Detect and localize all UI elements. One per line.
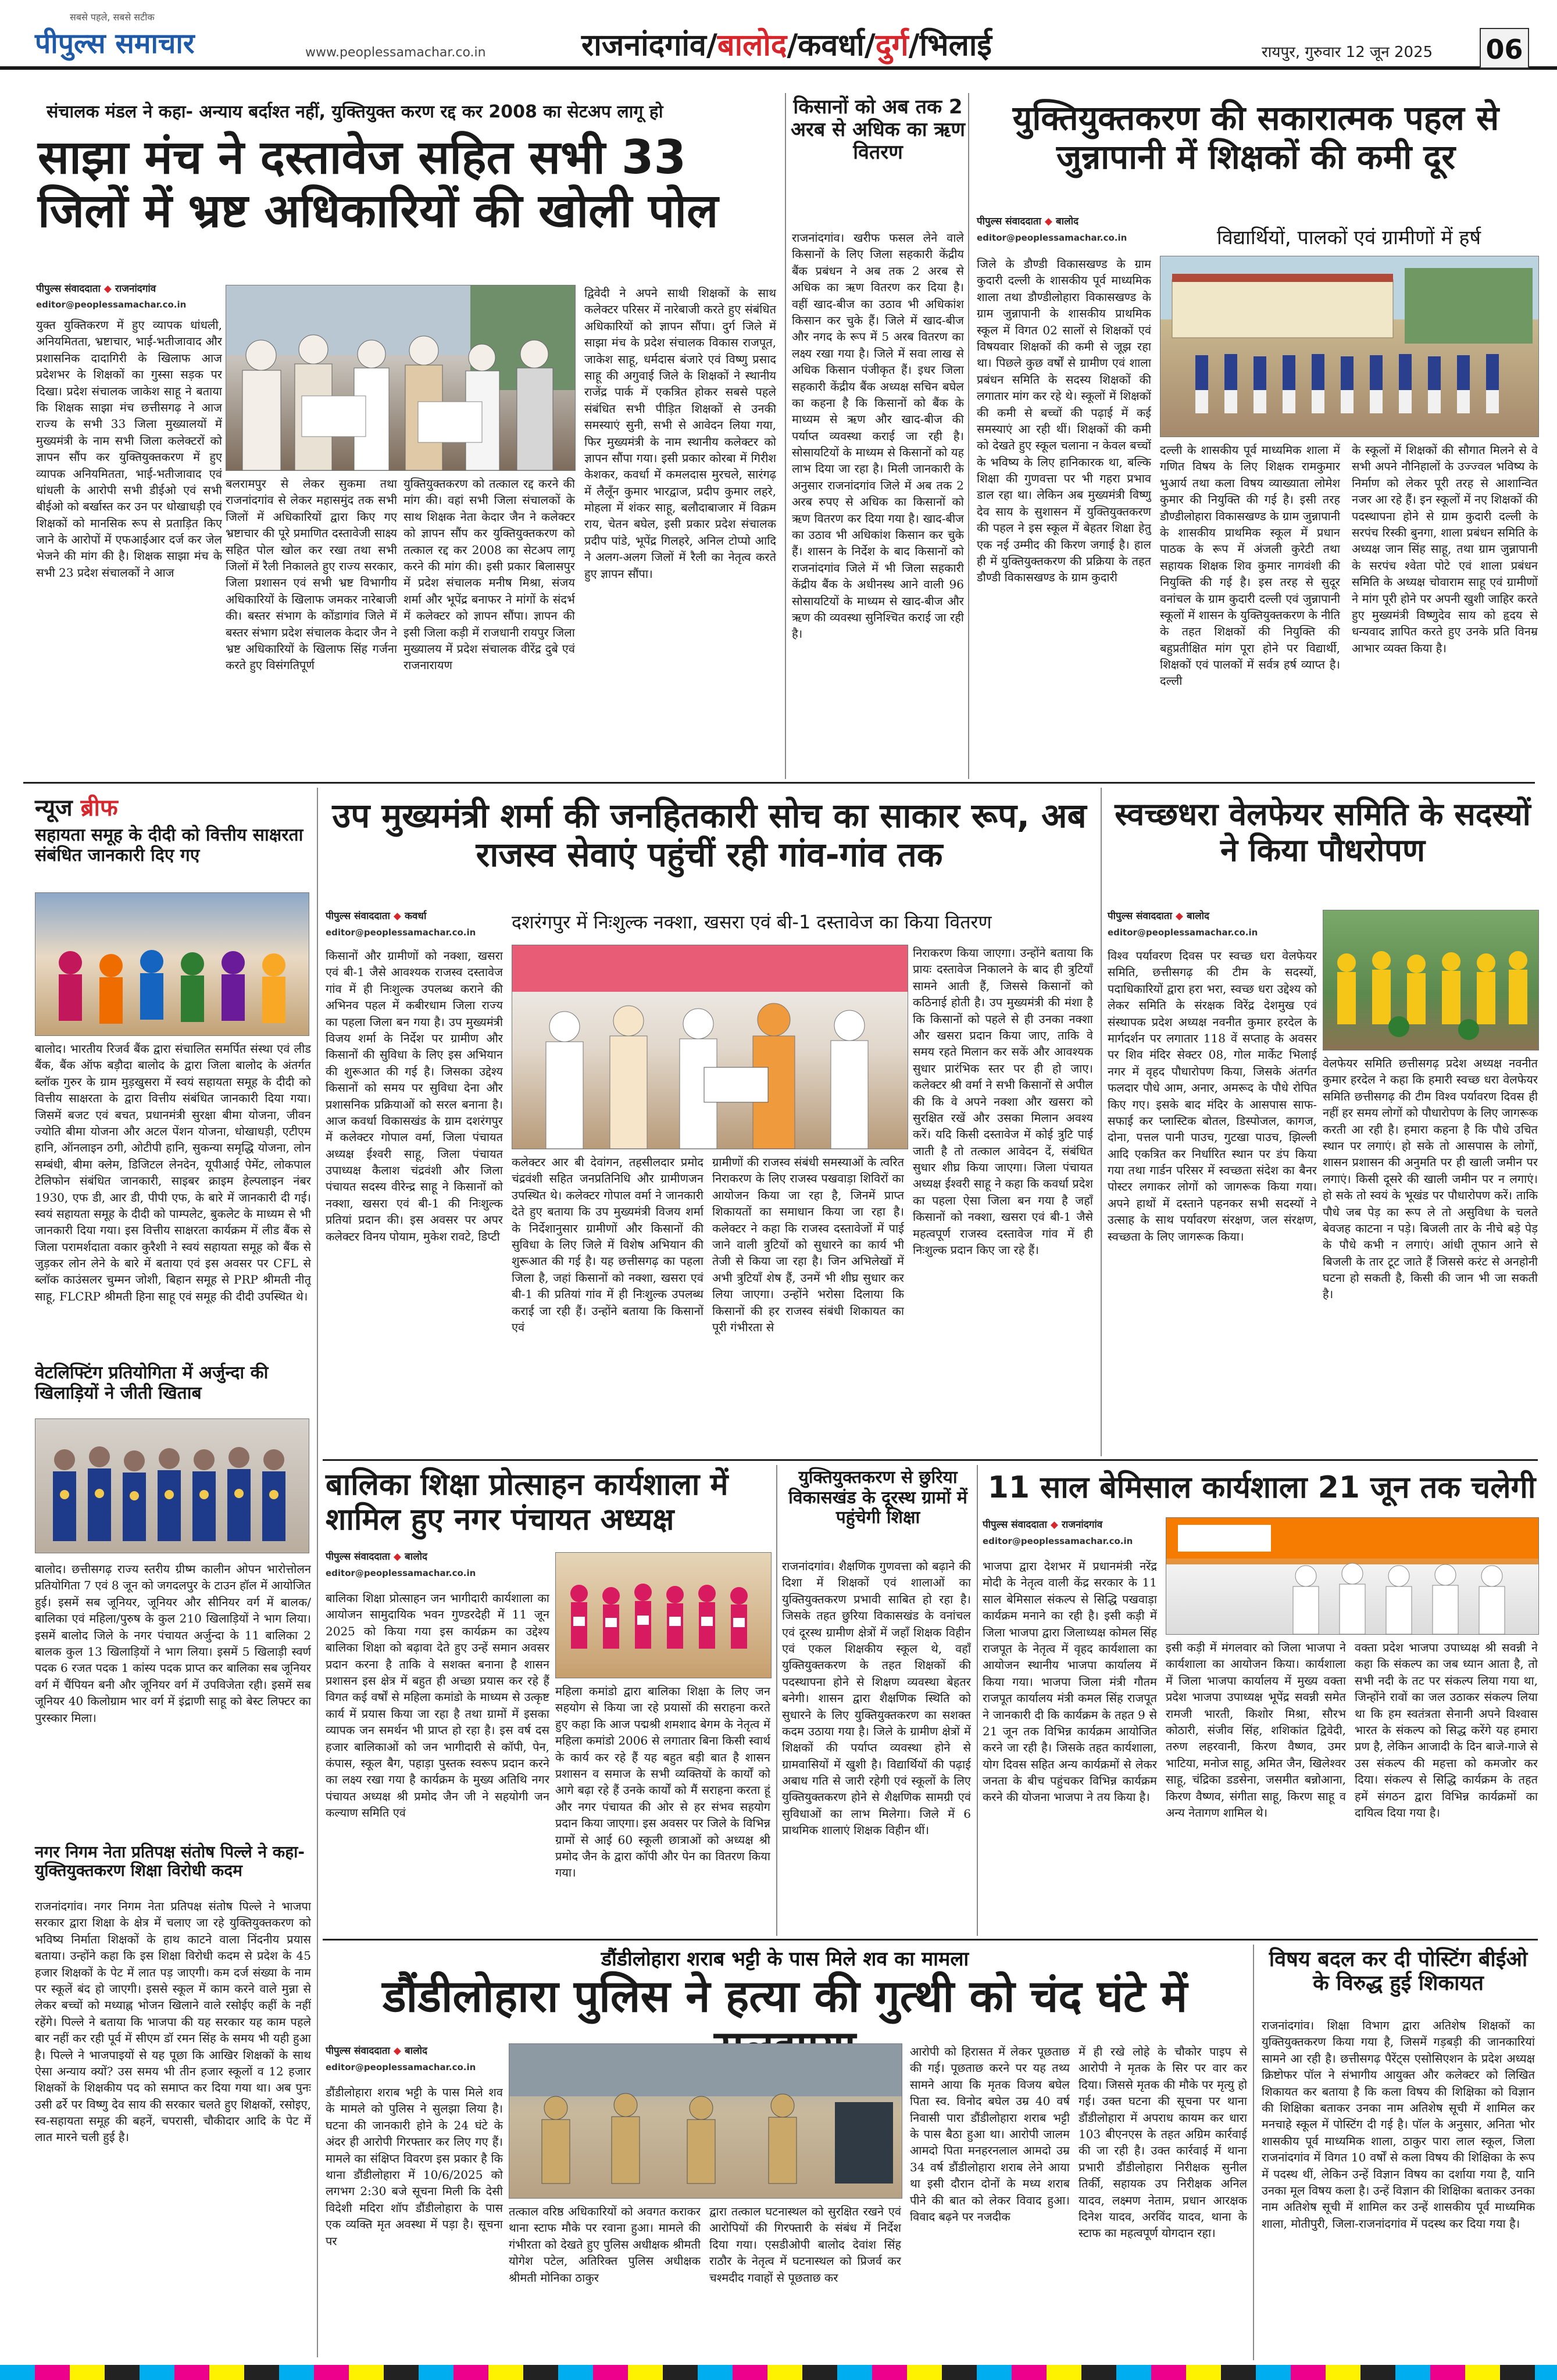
section-part: /कवर्धा/ [787, 28, 876, 63]
tagline: सबसे पहले, सबसे सटीक [70, 12, 155, 23]
story1-column-1: युक्त युक्तिकरण में हुए व्यापक धांधली, अनियमितता, भ्रष्टाचार, भाई-भतीजावाद और प्रशासनिक दादागिरी के खिलाफ आज प्रदेशभर के शिक्षकों का गुस्सा सड़क पर दिखा। प्रदेश संचालक जाकेश साहू ने बताया कि शिक्षक साझा मंच छत्तीसगढ़ ने आज राज्य के सभी 33 जिला मुख्यालयों में मुख्यमंत्री के नाम सभी जिला कलेक्टरों को ज्ञापन सौंप कर युक्तियुक्तकरण में हुए व्यापक अनियमितता, भाई-भतीजावाद एवं धांधली के आरोपी सभी डीईओ एवं सभी बीईओ को बर्खास्त कर उन पर धोखाधड़ी एवं शिक्षकों को मानसिक रूप से प्रताड़ित किए जाने के आरोपों में एफआईआर दर्ज कर जेल भेजने की मांग की है। शिक्षक साझा मंच के सभी 23 प्रदेश संचालकों ने आज [36, 318, 222, 580]
byline-author: पीपुल्स संवाददाता [983, 1519, 1047, 1531]
print-color-bar [0, 2365, 1557, 2380]
story8-headline[interactable]: 11 साल बेमिसाल कार्यशाला 21 जून तक चलेगी [987, 1470, 1536, 1505]
story3-column-2: दल्ली के शासकीय पूर्व माध्यमिक शाला में गणित विषय के लिए शिक्षक रामकुमार भुआर्य तथा कला विषय व्याख्याता लोमेश कुमार की नियुक्ति की गई है। इसी तरह डौण्डीलोहारा विकासखण्ड के ग्राम जुन्नापानी के शासकीय प्राथमिक स्कूल में प्रधान पाठक के रूप में अंजली कुरेटी तथा सहायक शिक्षक शिव कुमार नागवंशी की नियुक्ति की गई है। इस तरह से सुदूर वनांचल के ग्राम कुदारी दल्ली एवं जुन्नापानी स्कूलों में शासन के युक्तियुक्तकरण के नीति के तहत शिक्षकों की नियुक्ति की बहुप्रतीक्षित मांग पूरा होने पर विद्यार्थी, शिक्षकों एवं पालकों में सर्वत्र हर्ष व्याप्त है। दल्ली [1160, 443, 1340, 688]
story8-photo [1166, 1517, 1539, 1635]
byline-place: बालोद [1186, 910, 1210, 922]
byline-place: बालोद [404, 1551, 428, 1563]
document-distribution-illustration [512, 945, 908, 1149]
story9-column-5: में ही रखे लोहे के चौकोर पाइप से आरोपी ने मृतक के सिर पर वार कर दिया। जिससे मृतक की मौके पर मृत्यु हो गई। उक्त घटना की सूचना पर थाना डौंडीलोहारा में अपराध कायम कर धारा 103 बीएनएस के तहत अग्रिम कार्रवाई की जा रही है। उक्त कार्रवाई में थाना प्रभारी डौंडीलोहारा निरीक्षक सुनील तिर्की, सहायक उप निरीक्षक अनिल यादव, लक्ष्मण नेताम, प्रधान आरक्षक दिनेश यादव, अरविंद यादव, थाना के स्टाफ का महत्वपूर्ण योगदान रहा। [1079, 2045, 1247, 2240]
news-brief-label [35, 791, 118, 823]
story1-byline: पीपुल्स संवाददाता ◆ राजनांदगांव [36, 283, 156, 295]
athletes-medals-illustration [35, 1419, 309, 1553]
story9-kicker: डौंडीलोहारा शराब भट्टी के पास मिले शव का मामला [601, 1947, 969, 1971]
byline-place: बालोद [404, 2045, 428, 2057]
story3-subhead: विद्यार्थियों, पालकों एवं ग्रामीणों में हर्ष [1216, 226, 1481, 249]
byline-author: पीपुल्स संवाददाता [977, 216, 1041, 227]
section-divider [23, 782, 1535, 784]
story1-email[interactable]: editor@peoplessamachar.co.in [36, 299, 187, 310]
column-divider [1101, 788, 1102, 1456]
column-divider [968, 93, 969, 779]
story3-column-1: जिले के डौण्डी विकासखण्ड के ग्राम कुदारी दल्ली के शासकीय पूर्व माध्यमिक शाला तथा डौण्डीलोहारा विकासखण्ड के ग्राम जुन्नापानी के शासकीय प्राथमिक स्कूल में विगत 02 सालों से शिक्षकों एवं विषयवार शिक्षकों की कमी से जूझ रहा था। पिछले कुछ वर्षों से ग्रामीण एवं शाला प्रबंधन समिति के सदस्य शिक्षकों की लगातार मांग कर रहे थे। स्कूलों में शिक्षकों की कमी से बच्चों की पढ़ाई में कई समस्याएं आ रही थीं। शिक्षकों की कमी को देखते हुए स्कूल चलाना न केवल बच्चों के भविष्य के लिए हानिकारक था, बल्कि शिक्षा की गुणवत्ता पर भी गहरा प्रभाव डाल रहा था। लेकिन अब मुख्यमंत्री विष्णु देव साय के सुशासन में युक्तियुक्तकरण की पहल ने इस स्कूल में बेहतर शिक्षा हेतु एक नई उम्मीद की किरण जगाई है। हाल ही में युक्तियुक्तकरण की प्रक्रिया के तहत डौण्डी विकासखण्ड के ग्राम कुदारी [977, 257, 1151, 585]
section-part: /भिलाई [908, 28, 992, 63]
dateline: रायपुर, गुरुवार 12 जून 2025 [1262, 44, 1433, 61]
story9-email[interactable]: editor@peoplessamachar.co.in [326, 2062, 476, 2072]
story9-column-1: डौंडीलोहारा शराब भट्टी के पास मिले शव के मामले को पुलिस ने सुलझा लिया है। घटना की जानकारी होने के 24 घंटे के अंदर ही आरोपी गिरफ्तार कर लिए गए हैं। मामले का संक्षिप्त विवरण इस प्रकार है कि थाना डौंडीलोहारा में 10/6/2025 को लगभग 2:30 बजे सूचना मिली कि देसी विदेशी मदिरा शॉप डौंडीलोहारा के पास एक व्यक्ति मृत अवस्था में पड़ा है। सूचना पर [326, 2085, 503, 2248]
brief2-body: बालोद। छत्तीसगढ़ राज्य स्तरीय ग्रीष्म कालीन ओपन भारोत्तोलन प्रतियोगिता 7 एवं 8 जून को जगदलपुर के टाउन हॉल में आयोजित हुई। इसमें सब जूनियर, जूनियर और सीनियर वर्ग में बालक/बालिका एवं महिला/पुरुष के कुल 210 खिलाड़ियों ने भाग लिया। इसमें बालोद जिले के नगर पंचायत अर्जुन्दा के 11 बालिका 2 बालक कुल 13 खिलाड़ियों ने भाग लिया। इसमें 5 खिलाड़ी स्वर्ण पदक 6 रजत पदक 1 कांस्य पदक प्राप्त कर बालिका सब जूनियर वर्ग में चैंपियन बनी और जूनियर वर्ग में उपविजेता रही। इसमें सब जूनियर 40 किलोग्राम भार वर्ग में इंद्राणी साहू को बेस्ट लिफ्टर का पुरस्कार मिला। [35, 1562, 311, 1725]
story8-column-2: इसी कड़ी में मंगलवार को जिला भाजपा ने कार्यशाला का आयोजन किया। कार्यशाला में जिला भाजपा कार्यालय में मुख्य वक्ता प्रदेश भाजपा उपाध्यक्ष भूपेंद्र सवन्नी समेत रामजी भारती, किशोर मिश्रा, सौरभ कोठारी, संजीव सिंह, शशिकांत द्विवेदी, तरुण लहरवानी, किरण वैष्णव, उमर भाटिया, मनोज साहू, अमित जैन, खिलेश्वर साहू, चंद्रिका डडसेना, जसमीत बन्नोआना, किरण वैष्णव, संगीता साहू, किरण साहू व अन्य नेतागण शामिल थे। [1166, 1641, 1346, 1820]
section-divider [323, 1459, 1538, 1461]
story2-body: राजनांदगांव। खरीफ फसल लेने वाले किसानों के लिए जिला सहकारी केंद्रीय बैंक प्रबंधन ने अब तक 2 अरब से अधिक का ऋण वितरण कर दिया है। वहीं खाद-बीज का उठाव भी अधिकांश किसान कर चुके हैं। जिले में खाद-बीज और नगद के रूप में 5 अरब वितरण का लक्ष्य रखा गया है। जिले में सवा लाख से अधिक किसान पंजीकृत हैं। इधर जिला सहकारी केंद्रीय बैंक अध्यक्ष सचिन बघेल का कहना है कि किसानों को बैंक के माध्यम से ऋण और खाद-बीज की पर्याप्त व्यवस्था कराई जा रही है। सोसायटियों के माध्यम से किसानों को यह लाभ दिया जा रहा है। मिली जानकारी के अनुसार राजनांदगांव जिले में अब तक 2 अरब रुपए से अधिक का किसानों को ऋण वितरण कर दिया गया है। खाद-बीज का उठाव भी अधिकांश किसान कर चुके हैं। शासन के निर्देश के बाद किसानों को राजनांदगांव जिले में भी जिला सहकारी केंद्रीय बैंक के अधीनस्थ आने वाली 96 सोसायटियों के माध्यम से खाद-बीज और ऋण की व्यवस्था सुनिश्चित कराई जा रही है। [792, 231, 964, 641]
brief2-photo [35, 1418, 309, 1553]
story8-email[interactable]: editor@peoplessamachar.co.in [983, 1536, 1133, 1546]
police-scene-illustration [509, 2044, 902, 2198]
story1-headline[interactable]: साझा मंच ने दस्तावेज सहित सभी 33 जिलों में भ्रष्ट अधिकारियों की खोली पोल [38, 130, 719, 238]
byline-author: पीपुल्स संवाददाता [36, 283, 101, 295]
website-link[interactable]: www.peoplessamachar.co.in [305, 45, 486, 60]
story5-email[interactable]: editor@peoplessamachar.co.in [1108, 927, 1258, 938]
story3-column-3: के स्कूलों में शिक्षकों की सौगात मिलने से वे सभी अपने नौनिहालों के उज्ज्वल भविष्य के निर्माण को लेकर पूरी तरह से आशान्वित नजर आ रहे हैं। इन स्कूलों में नए शिक्षकों की पदस्थापना होने से ग्राम कुदारी दल्ली के सरपंच रिस्की बुनगा, शाला प्रबंधन समिति के अध्यक्ष जान सिंह साहू, तथा ग्राम जुन्नापानी के सरपंच श्वेता पोटे एवं शाला प्रबंधन समिति के अध्यक्ष चोवाराम साहू एवं ग्रामीणों ने मांग पूरी होने पर अपनी खुशी जाहिर करते हुए मुख्यमंत्री विष्णुदेव साय को हृदय से धन्यवाद ज्ञापित करते हुए उनके प्रति विनम्र आभार व्यक्त किया है। [1352, 443, 1538, 655]
story4-column-4: निराकरण किया जाएगा। उन्होंने बताया कि प्रायः दस्तावेज निकालने के बाद ही त्रुटियाँ सामने आती हैं, जिससे किसानों को कठिनाई होती है। उप मुख्यमंत्री की मंशा है कि किसानों को पहले से ही उनका नक्शा और खसरा प्रदान किया जाए, ताकि वे समय रहते मिलान कर सकें और आवश्यक सुधार प्रारंभिक स्तर पर ही हो जाए। कलेक्टर श्री वर्मा ने सभी किसानों से अपील की कि वे अपने नक्शा और खसरा को सुरक्षित रखें और उसका मिलान अवश्य करें। यदि किसी दस्तावेज में कोई त्रुटि पाई जाती है तो तत्काल आवेदन दें, संबंधित सुधार शीघ्र किया जाएगा। जिला पंचायत अध्यक्ष ईश्वरी साहू ने कहा कि कवर्धा प्रदेश का पहला ऐसा जिला बन गया है जहाँ किसानों को नक्शा, खसरा एवं बी-1 जैसे महत्वपूर्ण राजस्व दस्तावेज गांव में ही निःशुल्क प्रदान किए जा रहे हैं। [913, 946, 1093, 1257]
byline-author: पीपुल्स संवाददाता [326, 1551, 390, 1563]
column-divider [776, 1465, 777, 1936]
story7-body: राजनांदगांव। शैक्षणिक गुणवत्ता को बढ़ाने की दिशा में शिक्षकों एवं शालाओं का युक्तियुक्तकरण प्रभावी साबित हो रहा है। जिसके तहत छुरिया विकासखंड के वनांचल एवं दूरस्थ ग्रामीण क्षेत्रों में जहाँ शिक्षक विहीन एवं एकल शिक्षकीय स्कूल थे, वहाँ युक्तियुक्तकरण के तहत शिक्षकों की पदस्थापना होने से शिक्षण व्यवस्था बेहतर बनेगी। शासन द्वारा शैक्षणिक स्थिति को सुधारने के लिए युक्तियुक्तकरण का सशक्त कदम उठाया गया है। जिले के ग्रामीण क्षेत्रों में शिक्षकों की पर्याप्त व्यवस्था होने से ग्रामवासियों में खुशी है। विद्यार्थियों की पढ़ाई अबाध गति से जारी रहेगी एवं स्कूलों के लिए युक्तियुक्तकरण होने से शैक्षणिक सामग्री एवं सुविधाओं का लाभ मिलेगा। जिले में 6 प्राथमिक शालाएं शिक्षक विहीन थीं। [782, 1559, 971, 1838]
page-number: 06 [1480, 28, 1529, 69]
story9-column-4: आरोपी को हिरासत में लेकर पूछताछ की गई। पूछताछ करने पर यह तथ्य सामने आया कि मृतक विजय बघेल पिता स्व. विनोद बघेल उम्र 40 वर्ष निवासी पारा डौंडीलोहारा शराब भट्टी के पास बैठा हुआ था। आरोपी जालम आमदो पिता मनहरनलाल आमदो उम्र 34 वर्ष डौंडीलोहारा शराब लेने आया था इसी दौरान दोनों के मध्य शराब पीने की बात को लेकर विवाद हुआ। विवाद बढ़ने पर नजदीक [910, 2045, 1070, 2224]
section-divider [323, 1939, 1538, 1941]
story6-column-1: बालिका शिक्षा प्रोत्साहन जन भागीदारी कार्यशाला का आयोजन सामुदायिक भवन गुण्डरदेही में 11 जून 2025 को किया गया इस कार्यक्रम का उद्देश्य बालिका शिक्षा को बढ़ावा देते हुए उन्हें समान अवसर प्रदान करना है ताकि वे सशक्त बनाना है शासन प्रशासन इस क्षेत्र में बहुत ही अच्छा प्रयास कर रहे हैं विगत कई वर्षों से महिला कमांडो के माध्यम से उत्कृष्ट कार्य में प्रयास किया जा रहा है तथा ग्रामों में इसका व्यापक जन समर्थन भी प्राप्त हो रहा है। इस वर्ष दस हजार बालिकाओं को जन भागीदारी से कॉपी, पेन, कंपास, स्कूल बैग, पहाड़ा पुस्तक स्वरूप प्रदान करने का लक्ष्य रखा गया है कार्यक्रम के मुख्य अतिथि नगर पंचायत अध्यक्ष श्री प्रमोद जैन जी ने सहयोगी जन कल्याण समिति एवं [326, 1591, 549, 1820]
byline-author: पीपुल्स संवाददाता [1108, 910, 1172, 922]
story4-column-2: कलेक्टर आर बी देवांगन, तहसीलदार प्रमोद चंद्रवंशी सहित जनप्रतिनिधि और ग्रामीणजन उपस्थित थे। कलेक्टर गोपाल वर्मा ने जानकारी देते हुए बताया कि उप मुख्यमंत्री विजय शर्मा के निर्देशानुसार ग्रामीणों और किसानों की सुविधा के लिए जिले में विशेष अभियान की शुरूआत की गई है। यह छत्तीसगढ़ का पहला जिला है, जहां किसानों को नक्शा, खसरा एवं बी-1 की प्रतियां गांव में ही निःशुल्क उपलब्ध कराई जा रही हैं। उन्होंने बताया कि किसानों एवं [512, 1155, 703, 1334]
story3-photo [1160, 256, 1539, 437]
brief3-body: राजनांदगांव। नगर निगम नेता प्रतिपक्ष संतोष पिल्ले ने भाजपा सरकार द्वारा शिक्षा के क्षेत्र में चलाए जा रहे युक्तियुक्तकरण को भविष्य निर्माता शिक्षकों के हाथ काटने वाला निंदनीय प्रयास बताया। उन्होंने कहा कि इस शिक्षा विरोधी कदम से प्रदेश के 45 हजार शिक्षकों के पेट में लात पड़ जाएगी। कम दर्ज संख्या के नाम पर स्कूलें बंद हो जाएगी। इससे स्कूल में काम करने वाले मुन्ना से लेकर बच्चों को मध्याह्न भोजन खिलाने वाले रसोईए कहीं के नहीं रहेंगे। पिल्ले ने बताया कि भाजपा की यह सरकार यह काम पहले बार नहीं कर रही पूर्व में सीएम डॉ रमन सिंह के समय भी यही हुआ है। पिल्ले ने भाजपाइयों से यह पूछा कि आखिर शिक्षकों के साथ ऐसा अन्याय क्यों? उस समय भी तीन हजार स्कूलों व 12 हजार शिक्षकों के शिक्षकीय पद को समाप्त कर दिया गया था। अब पुनः उसी ढर्रे पर विष्णु देव साय की सरकार चलते हुए शिक्षकों, रसोइए, स्व-सहायता समूह की बहनें, चपरासी, चौकीदार आदि के पेट में लात मारने चली हुई है। [35, 1899, 311, 2145]
column-divider [785, 93, 786, 779]
story1-column-3: युक्तियुक्तकरण को तत्काल रद्द करने की मांग की। वहां सभी जिला संचालकों के साथ शिक्षक नेता केदार जैन ने कलेक्टर को ज्ञापन सौंप कर युक्तियुक्तकरण को तत्काल रद्द कर 2008 का सेटअप लागू करने की मांग की। इसी प्रकार बिलासपुर में प्रदेश संचालक मनीष मिश्रा, संजय शर्मा और भूपेंद्र बनाफर ने मांगों के संदर्भ में कलेक्टर को ज्ञापन सौंपा। ज्ञापन की इसी जिला कड़ी में राजधानी रायपुर जिला मुख्यालय में प्रदेश संचालक वीरेंद्र दुबे एवं राजनारायण [403, 477, 575, 673]
story4-byline: पीपुल्स संवाददाता ◆ कवर्धा [326, 910, 427, 922]
column-divider [1253, 1945, 1254, 2360]
story10-headline[interactable]: विषय बदल कर दी पोस्टिंग बीईओ के विरुद्ध हुई शिकायत [1269, 1947, 1528, 1996]
story1-column-4: द्विवेदी ने अपने साथी शिक्षकों के साथ कलेक्टर परिसर में नारेबाजी करते हुए संबंधित अधिकारियों को ज्ञापन सौंपा। दुर्ग जिले में साझा मंच के प्रदेश संचालक विकास राजपूत, जाकेश साहू, धर्मदास बंजारे एवं विष्णु प्रसाद साहू की अगुवाई जिले के शिक्षकों ने स्थानीय राजेंद्र पार्क में एकत्रित होकर सबसे पहले संबंधित सभी पीड़ित शिक्षकों से उनकी समस्याएं सुनी, सभी से आवेदन लिया गया, फिर मुख्यमंत्री के नाम स्थानीय कलेक्टर को ज्ञापन सौंपा गया। इसी प्रकार कोरबा में गिरीश केशकर, कवर्धा में कमलदास मुरचले, सारंगढ़ में लैलूँन कुमार भारद्वाज, प्रदीप कुमार लहरे, मोहला में शंकर साहू, बलौदाबाजार में विक्रम राय, चेतन बघेल, इसी प्रकार प्रदेश संचालक प्रदीप पांडे, भूपेंद्र गिलहरे, अनिल टोप्पो आदि ने अलग-अलग जिलों में रैली का नेतृत्व करते हुए ज्ञापन सौंपा। [584, 286, 776, 581]
story9-column-3: द्वारा तत्काल घटनास्थल को सुरक्षित रखने एवं आरोपियों की गिरफ्तारी के संबंध में निर्देश दिया गया। एसडीओपी बालोद देवांश सिंह राठौर के नेतृत्व में घटनास्थल को प्रिजर्व कर चश्मदीद गवाहों से पूछताछ कर [709, 2204, 901, 2285]
story5-headline[interactable]: स्वच्छधरा वेलफेयर समिति के सदस्यों ने किया पौधरोपण [1115, 796, 1531, 869]
section-part: राजनांदगांव/ [581, 28, 717, 63]
story4-headline[interactable]: उप मुख्यमंत्री शर्मा की जनहितकारी सोच का साकार रूप, अब राजस्व सेवाएं पहुंचीं रही गांव-गांव तक [332, 796, 1087, 874]
story1-kicker: संचालक मंडल ने कहा- अन्याय बर्दाश्त नहीं, युक्तियुक्त करण रद्द कर 2008 का सेटअप लागू हो [47, 102, 663, 122]
story10-body: राजनांदगांव। शिक्षा विभाग द्वारा अतिशेष शिक्षकों का युक्तियुक्तकरण किया गया है, जिसमें गड़बड़ी की जानकारियां सामने आ रही है। छत्तीसगढ़ पैरेंट्स एसोसिएशन के प्रदेश अध्यक्ष क्रिष्टोफर पॉल ने संभागीय आयुक्त और कलेक्टर को लिखित शिकायत कर बताया है कि कला विषय की शिक्षिका को विज्ञान की शिक्षिका बताकर उनका नाम अतिशेष सूची में शामिल कर मनचाहे स्कूल में पोस्टिंग दी गई है। पॉल के अनुसार, अनिता भोर शासकीय पूर्व माध्यमिक शाला, ठाकुर पारा लाल स्कूल, जिला राजनांदगांव में विगत 10 वर्षों से कला विषय की शिक्षिका के रूप में पदस्थ थीं, लेकिन उन्हें विज्ञान विषय का दर्शाया गया है, यानि उनका मूल विषय कला है। उन्हें विज्ञान की शिक्षिका बताकर उनका नाम अतिशेष सूची में शामिल कर उन्हें शासकीय पूर्व माध्यमिक शाला, मोतीपुरी, जिला-राजनांदगांव में पदस्थ कर दिया गया है। [1262, 2018, 1535, 2231]
story4-email[interactable]: editor@peoplessamachar.co.in [326, 927, 476, 938]
story4-column-3: ग्रामीणों की राजस्व संबंधी समस्याओं के त्वरित निराकरण के लिए राजस्व पखवाड़ा शिविरों का आयोजन किया जा रहा है, जिनमें प्राप्त शिकायतों का समाधान किया जा रहा है। कलेक्टर ने कहा कि राजस्व दस्तावेजों में पाई जाने वाली त्रुटियों को सुधारने का कार्य भी तेजी से किया जा रहा है। जिन अभिलेखों में अभी त्रुटियाँ शेष हैं, उनमें भी शीघ्र सुधार कर लिया जाएगा। उन्होंने भरोसा दिलाया कि किसानों की हर राजस्व संबंधी शिकायत का पूरी गंभीरता से [712, 1155, 904, 1334]
byline-author: पीपुल्स संवाददाता [326, 2045, 390, 2057]
story8-column-1: भाजपा द्वारा देशभर में प्रधानमंत्री नरेंद्र मोदी के नेतृत्व वाली केंद्र सरकार के 11 साल बेमिसाल संकल्प से सिद्धि पखवाड़ा कार्यक्रम मनाने का रही है। इसी कड़ी में जिला भाजपा द्वारा जिलाध्यक्ष कोमल सिंह राजपूत के नेतृत्व में वृहद कार्यशाला का आयोजन स्थानीय भाजपा कार्यालय में किया गया। भाजपा जिला मंत्री गौतम राजपूत कार्यालय मंत्री कमल सिंह राजपूत ने जानकारी दी कि कार्यक्रम के तहत 9 से 21 जून तक विभिन्न कार्यक्रम आयोजित करने जा रही है। जिसके तहत कार्यशाला, योग दिवस सहित अन्य कार्यक्रमों से लेकर जनता के बीच पहुंचकर विभिन्न कार्यक्रम करने की योजना भाजपा ने तय किया है। [983, 1559, 1157, 1804]
brief3-headline[interactable]: नगर निगम नेता प्रतिपक्ष संतोष पिल्ले ने कहा- युक्तियुक्तकरण शिक्षा विरोधी कदम [35, 1842, 305, 1881]
news-brief-word: ब्रीफ [80, 795, 118, 821]
byline-author: पीपुल्स संवाददाता [326, 910, 390, 922]
girls-with-notebooks-illustration [556, 1553, 771, 1678]
story6-column-2: महिला कमांडो द्वारा बालिका शिक्षा के लिए जन सहयोग से किया जा रहे प्रयासों की सराहना करते हुए कहा कि आज पद्मश्री शमशाद बेगम के नेतृत्व में महिला कमांडो 2006 से लगातार बिना किसी स्वार्थ के कार्य कर रहे हैं यह बहुत बड़ी बात है शासन प्रशासन व समाज के सभी व्यक्तियों के कार्यों को आगे बढ़ा रहे हैं उनके कार्यों को मैं सराहना करता हूं और नगर पंचायत की ओर से हर संभव सहयोग प्रदान किया जाएगा। इस अवसर पर जिले के विभिन्न ग्रामों से आई 60 स्कूली छात्राओं को अध्यक्ष श्री प्रमोद जैन के द्वारा कॉपी और पेन का वितरण किया गया। [555, 1684, 770, 1880]
column-divider [977, 1465, 978, 1936]
story3-headline[interactable]: युक्तियुक्तकरण की सकारात्मक पहल से जुन्नापानी में शिक्षकों की कमी दूर [1012, 98, 1499, 177]
story9-headline[interactable]: डौंडीलोहारा पुलिस ने हत्या की गुत्थी को चंद घंटे में [382, 1970, 1188, 2022]
story3-byline: पीपुल्स संवाददाता ◆ बालोद [977, 216, 1079, 227]
story9-column-2: तत्काल वरिष्ठ अधिकारियों को अवगत कराकर थाना स्टाफ मौके पर रवाना हुआ। मामले की गंभीरता को देखते हुए पुलिस अधीक्षक श्रीमती योगेश पटेल, अतिरिक्त पुलिस अधीक्षक श्रीमती मोनिका ठाकुर [509, 2204, 701, 2285]
story5-photo [1323, 910, 1539, 1050]
brief1-headline[interactable]: सहायता समूह के दीदी को वित्तीय साक्षरता संबंधित जानकारी दिए गए [35, 825, 303, 866]
byline-place: राजनांदगांव [1061, 1519, 1103, 1531]
news-brief-word: न्यूज [35, 795, 73, 821]
brief1-body: बालोद। भारतीय रिजर्व बैंक द्वारा संचालित समर्पित संस्था एवं लीड बैंक, बैंक ऑफ बड़ौदा बालोद के द्वारा जिला बालोद के अंतर्गत ब्लॉक गुरुर के ग्राम मुड़खुसरा में स्वयं सहायता समूह के दीदी को वित्तीय साक्षरता के द्वारा वित्तीय संबंधित जानकारी दिया गया। जिसमें बजट एवं बचत, प्रधानमंत्री सुरक्षा बीमा योजना, जीवन ज्योति बीमा योजना और अटल पेंशन योजना, धोखाधड़ी, एटीएम हानि, ऑनलाइन ठगी, ओटीपी हानि, सुकन्या समृद्धि योजना, लोन सम्बंधी, बीमा क्लेम, डिजिटल लेनदेन, यूपीआई पेमेंट, लोकपाल टेलिफोन संबंधित जानकारी, साइबर क्राइम हेल्पलाइन नंबर 1930, एफ डी, आर डी, पीपी एफ, के बारे में जानकारी दी गई। स्वयं सहायता समूह के दीदी को पाम्पलेट, बुकलेट के माध्यम से भी जानकारी दिया गया। इस वित्तीय साक्षरता कार्यक्रम में लीड बैंक से जिला परामर्शदाता वकार कुरैशी ने स्वयं सहायता समूह को बैंक से जुड़कर लोन लेने के बारे में बताया एवं इस अवसर पर CFL से ब्लॉक काउंसलर चुम्मन जोशी, बिहान समूह से PRP श्रीमती नीतू साहू, FLCRP श्रीमती हिना साहू एवं समूह की दीदी उपस्थित थे। [35, 1042, 311, 1303]
story6-headline[interactable]: बालिका शिक्षा प्रोत्साहन कार्यशाला में शामिल हुए नगर पंचायत अध्यक्ष [326, 1467, 728, 1537]
brief2-headline[interactable]: वेटलिफ्टिंग प्रतियोगिता में अर्जुन्दा की खिलाड़ियों ने जीती खिताब [35, 1363, 269, 1403]
story3-email[interactable]: editor@peoplessamachar.co.in [977, 233, 1127, 243]
story4-subhead: दशरंगपुर में निःशुल्क नक्शा, खसरा एवं बी-1 दस्तावेज का किया वितरण [512, 911, 992, 933]
story4-column-1: किसानों और ग्रामीणों को नक्शा, खसरा एवं बी-1 जैसे आवश्यक राजस्व दस्तावेज गांव में ही निःशुल्क उपलब्ध कराने की अभिनव पहल में कबीरधाम जिला राज्य का पहला जिला बन गया है। उप मुख्यमंत्री विजय शर्मा के निर्देश पर ग्रामीण और किसानों की सुविधा के लिए इस अभियान की शुरूआत की गई है। जिसका उद्देश्य किसानों को समय पर सुविधा देना और प्रशासनिक प्रक्रियाओं को सरल बनाना है। आज कवर्धा विकासखंड के ग्राम दशरंगपुर में कलेक्टर गोपाल वर्मा, जिला पंचायत अध्यक्ष ईश्वरी साहू, जिला पंचायत उपाध्यक्ष कैलाश चंद्रवंशी और जिला पंचायत सदस्य वीरेन्द्र साहू ने किसानों को नक्शा, खसरा एवं बी-1 की निःशुल्क प्रतियां प्रदान की। इस अवसर पर अपर कलेक्टर विनय पोयाम, मुकेश रावटे, डिप्टी [326, 949, 503, 1243]
story8-byline: पीपुल्स संवाददाता ◆ राजनांदगांव [983, 1519, 1103, 1531]
story4-photo [512, 945, 908, 1149]
story5-column-2: वेलफेयर समिति छत्तीसगढ़ प्रदेश अध्यक्ष नवनीत कुमार हरदेल ने कहा कि हमारी स्वच्छ धरा वेलफेयर समिति छत्तीसगढ़ की टीम विश्व पर्यावरण दिवस ही नहीं हर समय लोगों को पौधारोपण के लिए जागरूक करती आ रही है। हमारा कहना है कि पौधे उचित स्थान पर लगाएं। हो सके तो आसपास के लोगों, शासन प्रशासन की अनुमति पर ही खाली जमीन पर लगाएं। किसी दूसरे की खाली जमीन पर न लगाएं। हो सके तो स्वयं के भूखंड पर पौधारोपण करें। ताकि पौधे जब पेड़ का रूप ले तो असुविधा के चलते बेवजह काटना न पड़े। बिजली तार के नीचे बड़े पेड़ के पौधे कभी न लगाएं। आंधी तूफान आने से बिजली के तार टूट जाते हैं जिससे करंट से अनहोनी घटना हो सकती है, किसी की जान भी जा सकती है। [1323, 1056, 1538, 1302]
story1-photo [226, 285, 576, 471]
story2-headline[interactable]: किसानों को अब तक 2 अरब से अधिक का ऋण वितरण [791, 95, 965, 165]
byline-place: कवर्धा [404, 910, 427, 922]
column-divider [317, 788, 318, 2357]
brief1-photo [35, 892, 309, 1036]
byline-place: बालोद [1055, 216, 1079, 227]
story9-byline: पीपुल्स संवाददाता ◆ बालोद [326, 2045, 428, 2057]
story6-email[interactable]: editor@peoplessamachar.co.in [326, 1568, 476, 1578]
byline-place: राजनांदगांव [115, 283, 156, 295]
tree-plantation-illustration [1323, 910, 1538, 1050]
story1-column-2: बलरामपुर से लेकर सुकमा तथा राजनांदगांव से लेकर महासमुंद तक सभी जिलों में अधिकारियों द्वारा किए गए भ्रष्टाचार की पूरे प्रमाणित दस्तावेजी साक्ष्य सहित पोल खोल कर रखा तथा सभी जिलों में रैली निकालते हुए राज्य सरकार, जिला प्रशासन एवं सभी भ्रष्ट विभागीय अधिकारियों के खिलाफ जमकर नारेबाजी की। बस्तर संभाग के कोंडागांव जिले में बस्तर संभाग प्रदेश संचालक केदार जैन ने भ्रष्ट अधिकारियों के खिलाफ सिंह गर्जना करते हुए विसंगतिपूर्ण [226, 477, 397, 673]
story9-photo [509, 2043, 902, 2199]
section-part: बालोद [717, 28, 787, 63]
story8-column-3: वक्ता प्रदेश भाजपा उपाध्यक्ष श्री सवन्नी ने कहा कि संकल्प का जब ध्यान आता है, तो सभी नदी के तट पर संकल्प लिया गया था, जिन्होंने रावों का जल उठाकर संकल्प लिया था कि हम स्वतंत्रता सेनानी अपने विश्वास भारत के संकल्प को सिद्ध करेंगे यह हमारा प्रण है, लेकिन आजादी के दिन बाजे-गाजे से उस संकल्प की महत्ता को कमजोर कर दिया। संकल्प से सिद्धि कार्यक्रम के तहत हमें संगठन द्वारा विभिन्न कार्यक्रमों का दायित्व दिया गया है। [1355, 1641, 1538, 1820]
protest-photo-illustration [226, 285, 575, 470]
story5-column-1: विश्व पर्यावरण दिवस पर स्वच्छ धरा वेलफेयर समिति, छत्तीसगढ़ की टीम के सदस्यों, पदाधिकारियों द्वारा हरा भरा, स्वच्छ धरा उद्देश्य को लेकर समिति के संरक्षक विरेंद्र देशमुख एवं संस्थापक प्रदेश अध्यक्ष नवनीत कुमार हरदेल के मार्गदर्शन पर लगातार 118 वें सप्ताह के अवसर पर शिव मंदिर सेक्टर 08, गोल मार्केट भिलाई नगर में वृहद पौधारोपण किया, जिसके अंतर्गत फलदार पौधे आम, अनार, अमरूद के पौधे रोपित किए गए। इसके बाद मंदिर के आसपास साफ-सफाई कर प्लास्टिक बोतल, डिस्पोजल, कागज, दोना, पत्तल पानी पाउच, गुटखा पाउच, झिल्ली आदि एकत्रित कर निर्धारित स्थान पर डंप किया गया तथा गार्डन परिसर में स्वच्छता संदेश का बैनर पोस्टर लगाकर लोगों को जागरूक किया गया। अपने हाथों में दस्ताने पहनकर सभी सदस्यों ने उत्साह के साथ पर्यावरण संरक्षण, जल संरक्षण, स्वच्छता के लिए जागरूक किया। [1108, 949, 1317, 1243]
story6-byline: पीपुल्स संवाददाता ◆ बालोद [326, 1551, 428, 1563]
story5-byline: पीपुल्स संवाददाता ◆ बालोद [1108, 910, 1210, 922]
section-title [581, 23, 992, 65]
women-group-illustration [35, 893, 309, 1035]
party-workshop-illustration [1166, 1518, 1538, 1634]
section-part: दुर्ग [875, 28, 909, 63]
newspaper-logo[interactable]: पीपुल्स समाचार [35, 27, 195, 60]
school-assembly-illustration [1160, 256, 1538, 437]
story6-photo [555, 1552, 772, 1678]
story7-headline[interactable]: युक्तियुक्तकरण से छुरिया विकासखंड के दूरस्थ ग्रामों में पहुंचेगी शिक्षा [788, 1467, 967, 1528]
